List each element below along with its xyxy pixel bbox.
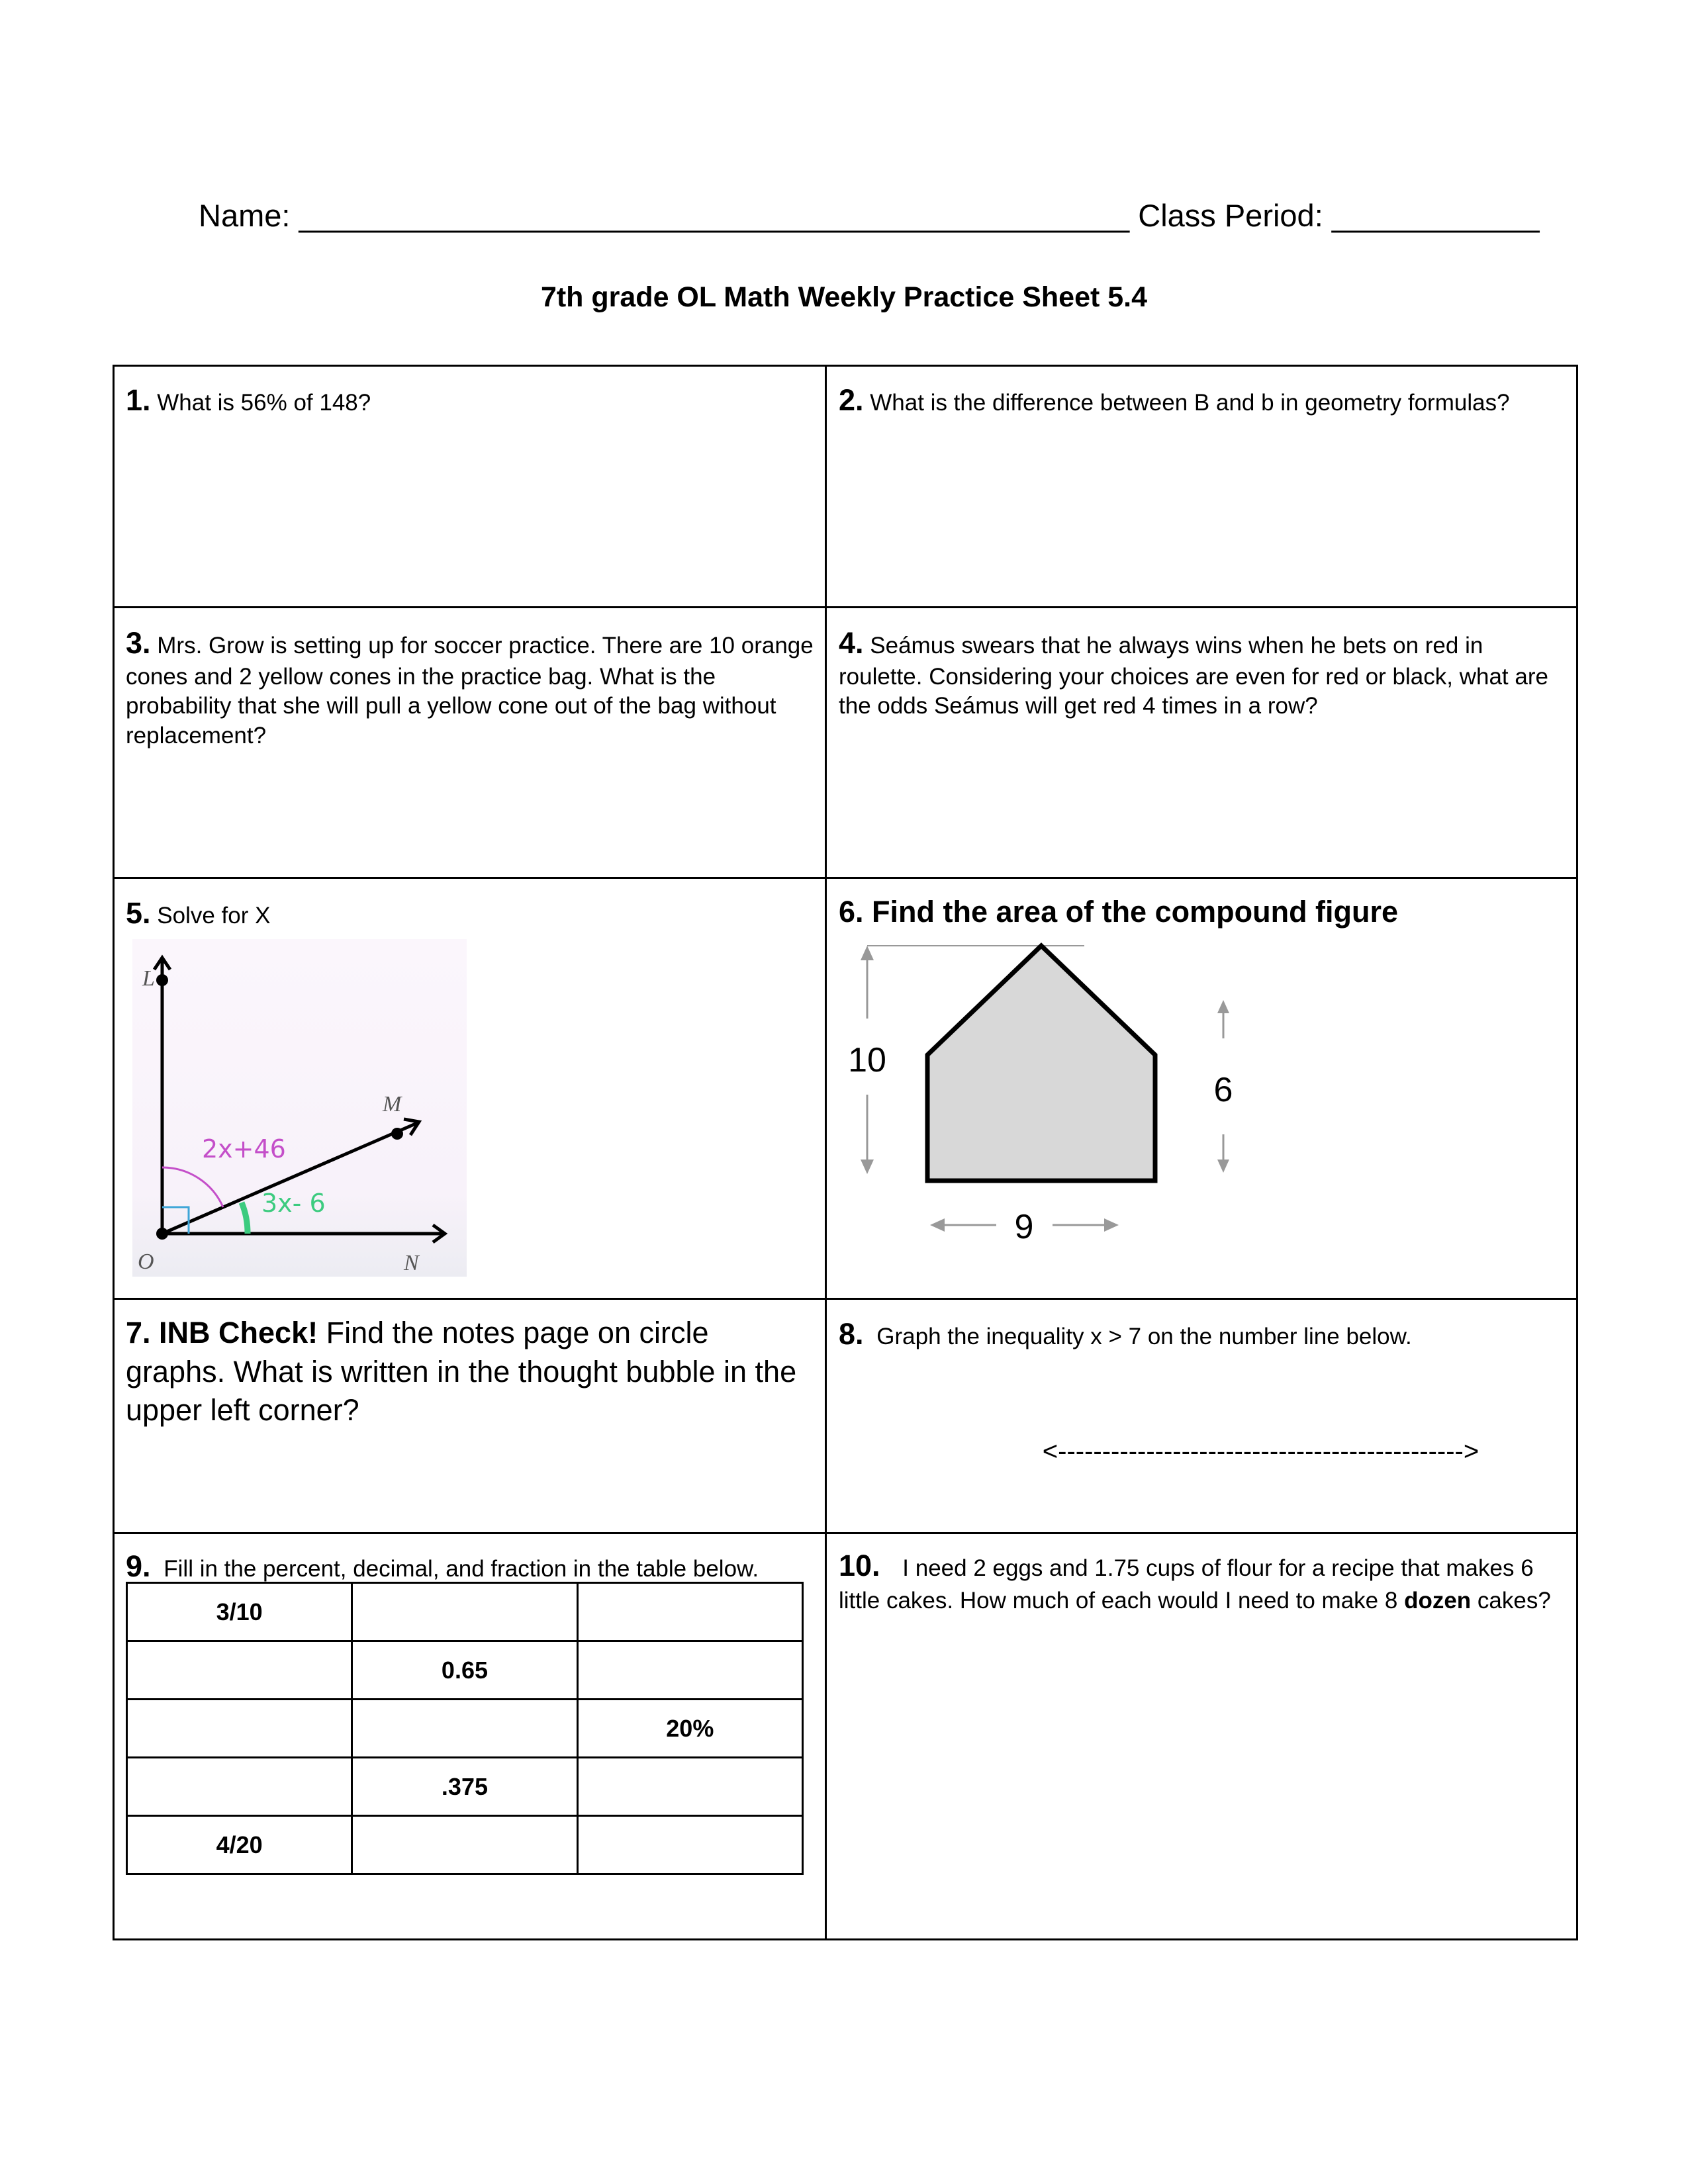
question-number: 4. (839, 626, 864, 660)
arrow-right-icon (1104, 1218, 1119, 1232)
period-label: Class Period: (1138, 198, 1323, 233)
table-row (127, 1700, 803, 1758)
question-2 (839, 381, 1573, 420)
angle-diagram (132, 939, 467, 1277)
question-9 (126, 1547, 821, 1586)
question-5 (126, 894, 814, 933)
conversion-table (126, 1582, 804, 1875)
point-o (156, 1228, 168, 1240)
table-cell[interactable] (127, 1758, 352, 1816)
grid-line (113, 1938, 1578, 1940)
question-text: Find the notes page on circle graphs. What is written in the thought bubble in the upper left corner? (126, 1316, 797, 1427)
question-number: 10. (839, 1549, 880, 1582)
table-cell[interactable] (352, 1816, 577, 1874)
question-text: Seámus swears that he always wins when he bets on red in roulette. Considering your choices are even for red or black, what are the odds Seámus will get red 4 times in a row? (839, 633, 1548, 719)
name-label: Name: (199, 198, 291, 233)
arrow-up-icon (861, 946, 874, 960)
question-text: What is the difference between B and b in geometry formulas? (870, 390, 1510, 416)
label-l: L (142, 966, 155, 991)
table-cell[interactable] (352, 1700, 577, 1758)
arrow-left-icon (930, 1218, 945, 1232)
emphasis-word: dozen (1404, 1587, 1472, 1614)
question-text: Solve for X (157, 903, 271, 929)
table-cell[interactable] (127, 1700, 352, 1758)
dimension-10: 10 (848, 1041, 886, 1079)
question-text: Find the area of the compound figure (872, 895, 1399, 929)
question-number: 6. (839, 895, 864, 929)
question-7 (126, 1314, 814, 1430)
question-number: 3. (126, 626, 151, 660)
grid-line (825, 365, 827, 1940)
name-blank[interactable]: ________________________________________________ (299, 198, 1130, 233)
table-row (127, 1758, 803, 1816)
number-line[interactable]: <----------------------------------------------> (1042, 1437, 1479, 1466)
period-blank[interactable]: ____________ (1331, 198, 1540, 233)
question-10 (839, 1547, 1567, 1615)
table-row (127, 1816, 803, 1874)
question-text: What is 56% of 148? (157, 390, 371, 416)
grid-line (113, 365, 115, 1940)
question-number: 9. (126, 1549, 151, 1583)
question-number: 5. (126, 896, 151, 930)
table-cell[interactable]: 0.65 (352, 1641, 577, 1700)
name-header (199, 197, 1539, 234)
table-cell[interactable] (577, 1641, 802, 1700)
label-o: O (138, 1250, 154, 1274)
expression-2x-plus-46: 2x+46 (202, 1134, 286, 1163)
question-number: 1. (126, 383, 151, 417)
table-cell[interactable]: 4/20 (127, 1816, 352, 1874)
question-3 (126, 624, 814, 751)
table-cell[interactable] (127, 1641, 352, 1700)
question-text: Mrs. Grow is setting up for soccer practice. There are 10 orange cones and 2 yellow cones in the practice bag. What is the probability that she will pull a yellow cone out of the bag without replacement? (126, 633, 814, 749)
question-number: 7. (126, 1316, 151, 1349)
question-number: 2. (839, 383, 864, 417)
question-text: I need 2 eggs and 1.75 cups of flour for a recipe that makes 6 little cakes. How much of each would I need to make 8 (839, 1555, 1534, 1614)
arrow-down-icon (1217, 1160, 1229, 1173)
question-6 (839, 893, 1567, 932)
table-cell[interactable]: 20% (577, 1700, 802, 1758)
table-row (127, 1583, 803, 1641)
grid-line (113, 1298, 1578, 1300)
table-cell[interactable] (352, 1583, 577, 1641)
table-cell[interactable] (577, 1816, 802, 1874)
grid-line (113, 877, 1578, 879)
grid-line (113, 1532, 1578, 1534)
question-number: 8. (839, 1317, 864, 1351)
compound-figure (831, 939, 1374, 1290)
point-m (391, 1128, 403, 1140)
table-cell[interactable]: .375 (352, 1758, 577, 1816)
label-n: N (404, 1251, 419, 1275)
question-grid (113, 365, 1578, 1940)
table-row (127, 1641, 803, 1700)
point-l (156, 974, 168, 986)
page-title: 7th grade OL Math Weekly Practice Sheet 5.4 (540, 281, 1148, 313)
table-cell[interactable] (577, 1583, 802, 1641)
arrow-up-icon (1217, 1000, 1229, 1013)
grid-line (113, 365, 1578, 367)
arrow-down-icon (861, 1160, 874, 1174)
dimension-9: 9 (1014, 1208, 1034, 1246)
pentagon-shape (927, 946, 1155, 1181)
label-m: M (383, 1092, 402, 1116)
question-1 (126, 381, 814, 420)
question-8 (839, 1315, 1567, 1354)
table-cell[interactable]: 3/10 (127, 1583, 352, 1641)
expression-3x-minus-6: 3x- 6 (261, 1189, 326, 1218)
inb-check-label: INB Check! (159, 1316, 318, 1349)
dimension-6: 6 (1213, 1071, 1233, 1109)
question-4 (839, 624, 1567, 721)
table-cell[interactable] (577, 1758, 802, 1816)
question-text: Graph the inequality x > 7 on the number line below. (876, 1324, 1412, 1349)
grid-line (1576, 365, 1578, 1940)
grid-line (113, 606, 1578, 608)
question-text: Fill in the percent, decimal, and fraction in the table below. (164, 1556, 759, 1582)
question-text-end: cakes? (1477, 1587, 1551, 1614)
